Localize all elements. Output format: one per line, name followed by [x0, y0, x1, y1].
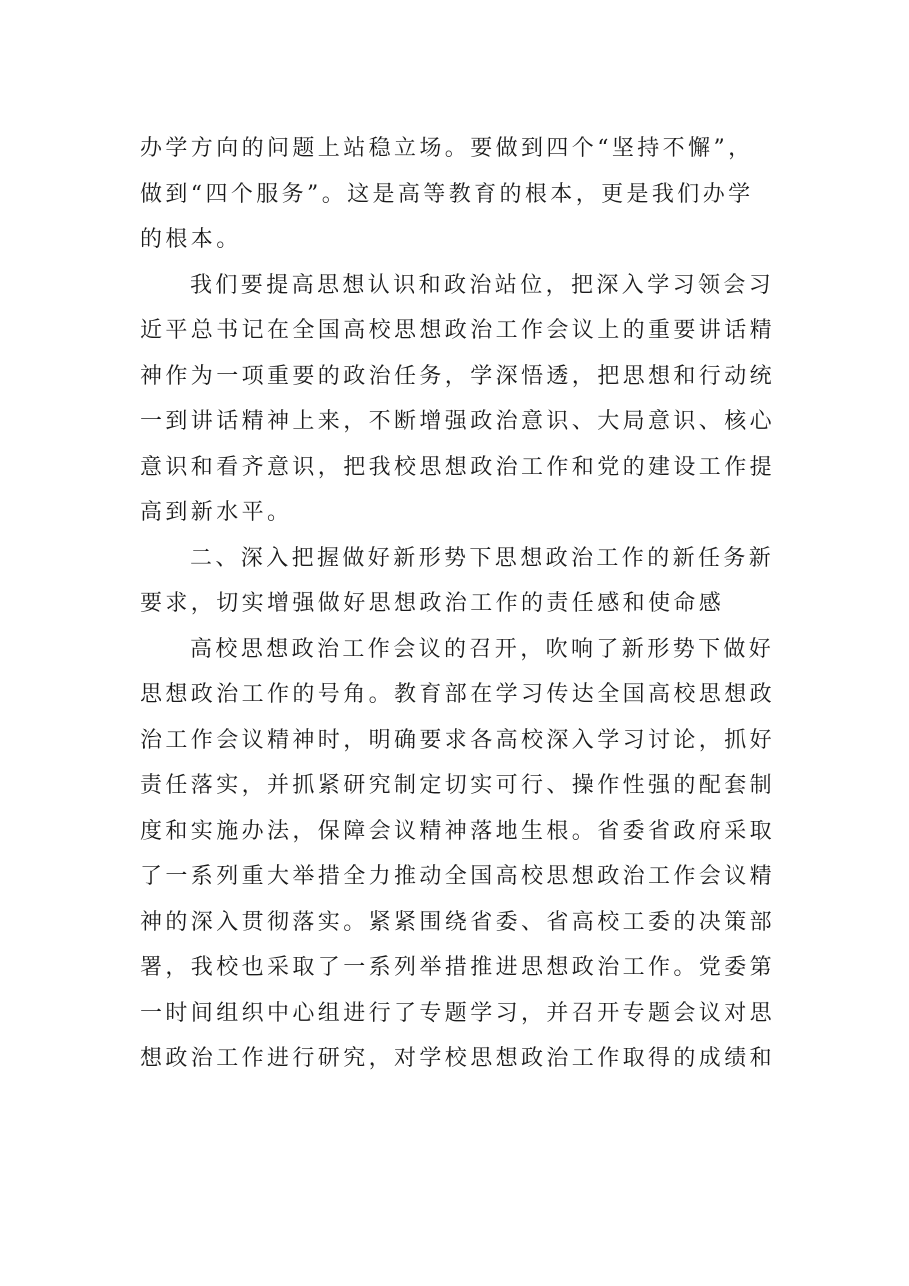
document-body [140, 126, 776, 1082]
text-line: 神的深入贯彻落实。紧紧围绕省委、省高校工委的决策部 [140, 909, 776, 935]
text-line: 思想政治工作的号角。教育部在学习传达全国高校思想政 [140, 682, 776, 707]
text-line: 办学方向的问题上站稳立场。要做到四个“坚持不懈”， [140, 136, 754, 161]
text-line: 一到讲话精神上来，不断增强政治意识、大局意识、核心 [140, 409, 776, 434]
text-line: 高校思想政治工作会议的召开，吹响了新形势下做好 [190, 636, 775, 662]
section-heading-line: 要求，切实增强做好思想政治工作的责任感和使命感 [140, 591, 725, 616]
text-line: 责任落实，并抓紧研究制定切实可行、操作性强的配套制 [140, 773, 776, 798]
text-line: 神作为一项重要的政治任务，学深悟透，把思想和行动统 [140, 363, 776, 389]
text-line: 了一系列重大举措全力推动全国高校思想政治工作会议精 [140, 864, 776, 889]
text-line: 想政治工作进行研究，对学校思想政治工作取得的成绩和 [140, 1046, 776, 1071]
text-line: 的根本。 [140, 227, 242, 252]
text-line: 高到新水平。 [140, 500, 293, 525]
text-line: 意识和看齐意识，把我校思想政治工作和党的建设工作提 [140, 454, 776, 480]
text-line: 我们要提高思想认识和政治站位，把深入学习领会习 [190, 272, 775, 298]
text-line: 一时间组织中心组进行了专题学习，并召开专题会议对思 [140, 1000, 776, 1026]
text-line: 做到“四个服务”。这是高等教育的根本，更是我们办学 [140, 181, 754, 207]
text-line: 近平总书记在全国高校思想政治工作会议上的重要讲话精 [140, 318, 776, 343]
text-line: 度和实施办法，保障会议精神落地生根。省委省政府采取 [140, 818, 776, 844]
section-heading-line: 二、深入把握做好新形势下思想政治工作的新任务新 [190, 545, 775, 571]
text-line: 治工作会议精神时，明确要求各高校深入学习讨论，抓好 [140, 727, 776, 753]
text-line: 署，我校也采取了一系列举措推进思想政治工作。党委第 [140, 955, 776, 980]
